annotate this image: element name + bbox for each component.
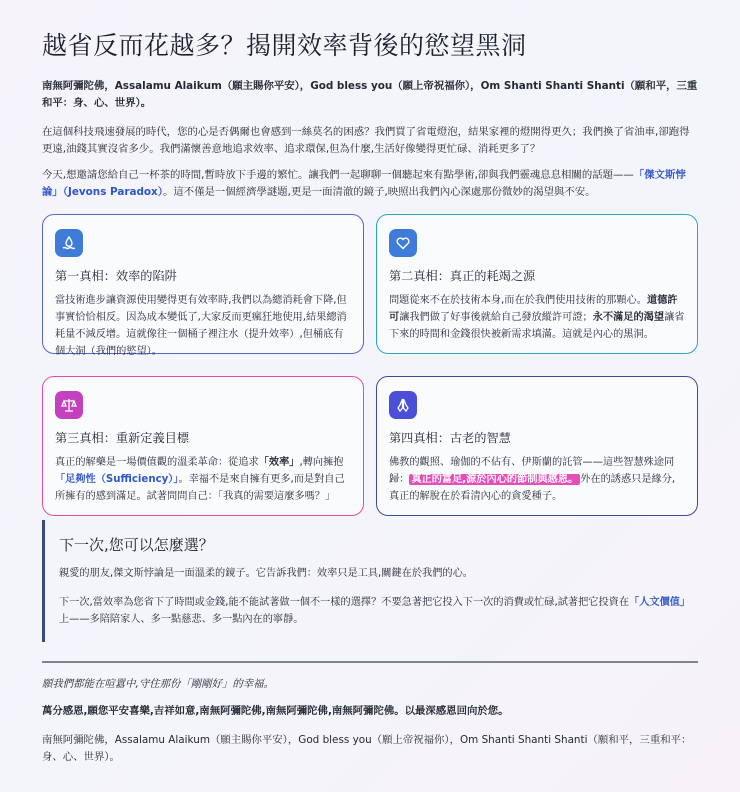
card-body — [389, 292, 685, 343]
card-text: 讓我們做了好事後就給自己發放縱許可證； — [399, 312, 593, 323]
humanistic-value-term: 「人文價值」 — [629, 597, 691, 608]
intro2-before: 今天,想邀請您給自己一杯茶的時間,暫時放下手邊的繁忙。讓我們一起聊聊一個聽起來有點學術,卻與我們靈魂息息相關的話題—— — [42, 169, 634, 181]
heart-icon — [389, 229, 417, 257]
closing-farewell: 南無阿彌陀佛，Assalamu Alaikum（願主賜你平安），God bless you（願上帝祝福你），Om Shanti Shanti Shanti（願和平，三重和平：身、心、世界）。 — [42, 734, 692, 763]
card-title: 第三真相：重新定義目標 — [55, 431, 190, 445]
card-text: 外在的誘惑只是緣分,真正的解脫在於看清內心的貪愛種子。 — [389, 474, 676, 502]
scale-icon — [55, 391, 83, 419]
callout-paragraph-1: 親愛的朋友,傑文斯悖論是一面溫柔的鏡子。它告訴我們：效率只是工具,關鍵在於我們的心。 — [59, 568, 473, 579]
sufficiency-term: 「足夠性（Sufficiency）」 — [55, 474, 179, 485]
callout-title: 下一次,您可以怎麼選？ — [59, 536, 214, 554]
card-text: ,轉向擁抱 — [299, 457, 344, 468]
truth-card-2 — [376, 214, 698, 354]
highlighted-wisdom: 真正的富足,源於內心的節制與感恩。 — [411, 474, 579, 485]
efficiency-term: 「效率」 — [258, 457, 300, 468]
card-body — [55, 454, 351, 505]
card-text: 問題從來不在於技術本身,而在於我們使用技術的那顆心。 — [389, 295, 647, 306]
section-divider — [42, 661, 698, 663]
truth-card-4 — [376, 376, 698, 516]
next-choice-callout — [42, 520, 698, 642]
water-icon — [55, 229, 83, 257]
moral-license-term: 道德許可 — [389, 295, 678, 323]
truth-card-3 — [42, 376, 364, 516]
page-title: 越省反而花越多？揭開效率背後的慾望黑洞 — [42, 31, 527, 60]
card-text: 。幸福不是來自擁有更多,而是對自己所擁有的感到滿足。試著問問自己：「我真的需要這麼多嗎？」 — [55, 474, 345, 502]
intro-paragraph-1: 在這個科技飛速發展的時代，您的心是否偶爾也會感到一絲莫名的困惑？我們買了省電燈泡，結果家裡的燈開得更久；我們換了省油車,卻跑得更遠,油錢其實沒省多少。我們滿懷善意地追求效率、追求環保,但為什麼,生活好像變得更忙碌、消耗更多了？ — [42, 126, 690, 155]
card-body — [389, 454, 685, 505]
callout-text: 下一次,當效率為您省下了時間或金錢,能不能試著做一個不一樣的選擇？不要急著把它投入下一次的消費或忙碌,試著把它投資在 — [59, 597, 630, 608]
intro2-after: 。這不僅是一個經濟學謎題,更是一面清澈的鏡子,映照出我們內心深處那份微妙的渴望與不安。 — [162, 186, 596, 198]
jevons-term: 「傑文斯悖論」（Jevons Paradox） — [42, 169, 686, 198]
card-text: 真正的解藥是一場價值觀的溫柔革命：從追求 — [55, 457, 259, 468]
card-text: 佛教的觀照、瑜伽的不佔有、伊斯蘭的託管——這些智慧殊途同歸： — [389, 457, 675, 485]
callout-text: 上——多陪陪家人、多一點慈悲、多一點內在的寧靜。 — [59, 614, 304, 625]
closing-thanks: 萬分感恩,願您平安喜樂,吉祥如意,南無阿彌陀佛,南無阿彌陀佛,南無阿彌陀佛。以最深感恩回向於您。 — [42, 705, 509, 717]
closing-wish: 願我們都能在喧囂中,守住那份「剛剛好」的幸福。 — [42, 678, 274, 690]
greeting: 南無阿彌陀佛，Assalamu Alaikum（願主賜你平安），God bless you（願上帝祝福你），Om Shanti Shanti Shanti（願和平，三重和平：身、心、世界）。 — [42, 80, 698, 109]
prayer-hands-icon — [389, 391, 417, 419]
card-body: 當技術進步讓資源使用變得更有效率時,我們以為總消耗會下降,但事實恰恰相反。因為成本變低了,大家反而更瘋狂地使用,結果總消耗量不減反增。這就像往一個桶子裡注水（提升效率）,但桶底有個大洞（我們的慾望）。 — [55, 295, 347, 357]
callout-paragraph-2 — [59, 594, 698, 628]
card-text: 讓省下來的時間和金錢很快被新需求填滿。這就是內心的黑洞。 — [389, 312, 685, 340]
endless-desire-term: 永不滿足的渴望 — [592, 312, 665, 323]
card-title: 第四真相：古老的智慧 — [389, 431, 511, 445]
card-title: 第一真相：效率的陷阱 — [55, 269, 177, 283]
truth-card-1 — [42, 214, 364, 357]
intro-paragraph-2 — [42, 167, 698, 201]
card-title: 第二真相：真正的耗竭之源 — [389, 269, 536, 283]
